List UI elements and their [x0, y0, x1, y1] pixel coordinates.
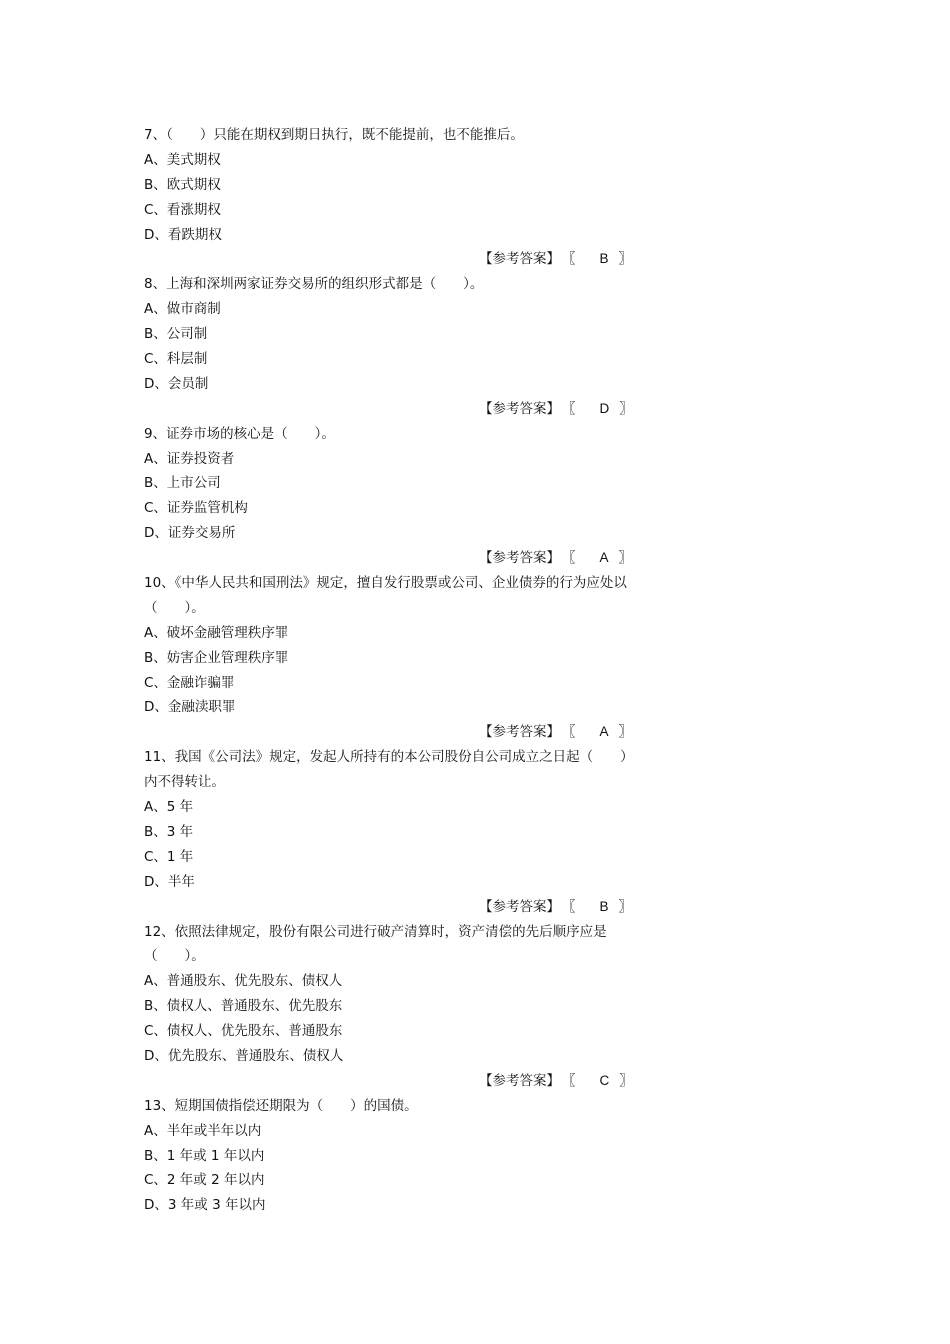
option-line: B、债权人、普通股东、优先股东	[144, 998, 343, 1015]
answer-value: B	[599, 251, 609, 267]
option-line: C、金融诈骗罪	[144, 674, 235, 691]
answer-close-bracket: 〗	[618, 724, 633, 741]
question-block	[144, 272, 704, 421]
option-line: A、证券投资者	[144, 450, 235, 467]
question-stem: 9、证券市场的核心是（ ）。	[144, 425, 335, 442]
answer-value: A	[599, 550, 609, 566]
option-line: D、3 年或 3 年以内	[144, 1197, 266, 1214]
answer-close-bracket: 〗	[618, 550, 633, 567]
question-stem: 10、《中华人民共和国刑法》规定，擅自发行股票或公司、企业债券的行为应处以	[144, 575, 627, 592]
answer-value: A	[599, 724, 609, 740]
answer-line	[144, 546, 704, 571]
question-stem: 8、上海和深圳两家证券交易所的组织形式都是（ ）。	[144, 276, 484, 293]
option-line: B、妨害企业管理秩序罪	[144, 649, 289, 666]
answer-open-bracket: 〖	[562, 251, 576, 268]
exam-page	[144, 123, 704, 1218]
answer-label: 【参考答案】	[479, 550, 560, 567]
question-block	[144, 745, 704, 919]
answer-value: B	[599, 898, 609, 914]
option-line: D、看跌期权	[144, 226, 222, 243]
answer-line	[144, 397, 704, 422]
option-line: D、优先股东、普通股东、债权人	[144, 1047, 344, 1064]
answer-close-bracket: 〗	[618, 898, 633, 915]
question-block	[144, 123, 704, 272]
option-line: C、1 年	[144, 848, 194, 865]
option-line: D、证券交易所	[144, 525, 236, 542]
option-line: B、公司制	[144, 326, 208, 343]
answer-label: 【参考答案】	[479, 1072, 560, 1089]
answer-label: 【参考答案】	[479, 724, 560, 741]
option-line: D、会员制	[144, 375, 209, 392]
answer-label: 【参考答案】	[479, 898, 560, 915]
option-line: A、半年或半年以内	[144, 1122, 262, 1139]
option-line: A、破坏金融管理秩序罪	[144, 624, 289, 641]
question-stem: 13、短期国债指偿还期限为（ ）的国债。	[144, 1097, 418, 1114]
option-line: A、做市商制	[144, 301, 221, 318]
option-line: B、上市公司	[144, 475, 221, 492]
option-line: C、科层制	[144, 351, 208, 368]
question-stem: 11、我国《公司法》规定，发起人所持有的本公司股份自公司成立之日起（ ）	[144, 749, 634, 766]
answer-open-bracket: 〖	[562, 1072, 576, 1089]
question-stem: 12、依照法律规定，股份有限公司进行破产清算时，资产清偿的先后顺序应是	[144, 923, 607, 940]
option-line: D、金融渎职罪	[144, 699, 236, 716]
question-stem: （ ）。	[144, 948, 205, 965]
answer-line	[144, 247, 704, 272]
answer-line	[144, 895, 704, 920]
answer-open-bracket: 〖	[562, 550, 576, 567]
option-line: D、半年	[144, 873, 195, 890]
option-line: C、债权人、优先股东、普通股东	[144, 1023, 343, 1040]
option-line: A、美式期权	[144, 151, 221, 168]
option-line: C、证券监管机构	[144, 500, 248, 517]
answer-value: D	[599, 400, 610, 416]
answer-open-bracket: 〖	[562, 400, 576, 417]
answer-label: 【参考答案】	[479, 400, 560, 417]
question-block	[144, 1094, 704, 1218]
answer-line	[144, 720, 704, 745]
option-line: A、普通股东、优先股东、债权人	[144, 973, 343, 990]
option-line: C、看涨期权	[144, 201, 221, 218]
answer-value: C	[599, 1072, 610, 1088]
option-line: A、5 年	[144, 799, 194, 816]
answer-close-bracket: 〗	[618, 251, 633, 268]
question-block	[144, 920, 704, 1094]
answer-close-bracket: 〗	[619, 400, 633, 417]
answer-line	[144, 1069, 704, 1094]
answer-open-bracket: 〖	[562, 898, 576, 915]
question-block	[144, 571, 704, 745]
question-stem: 内不得转让。	[144, 774, 225, 791]
answer-label: 【参考答案】	[479, 251, 560, 268]
option-line: C、2 年或 2 年以内	[144, 1172, 265, 1189]
question-stem: （ ）。	[144, 599, 205, 616]
question-block	[144, 422, 704, 571]
option-line: B、1 年或 1 年以内	[144, 1147, 265, 1164]
answer-open-bracket: 〖	[562, 724, 576, 741]
answer-close-bracket: 〗	[619, 1072, 633, 1089]
question-stem: 7、（ ）只能在期权到期日执行，既不能提前，也不能推后。	[144, 127, 524, 143]
option-line: B、3 年	[144, 823, 194, 840]
option-line: B、欧式期权	[144, 176, 221, 193]
